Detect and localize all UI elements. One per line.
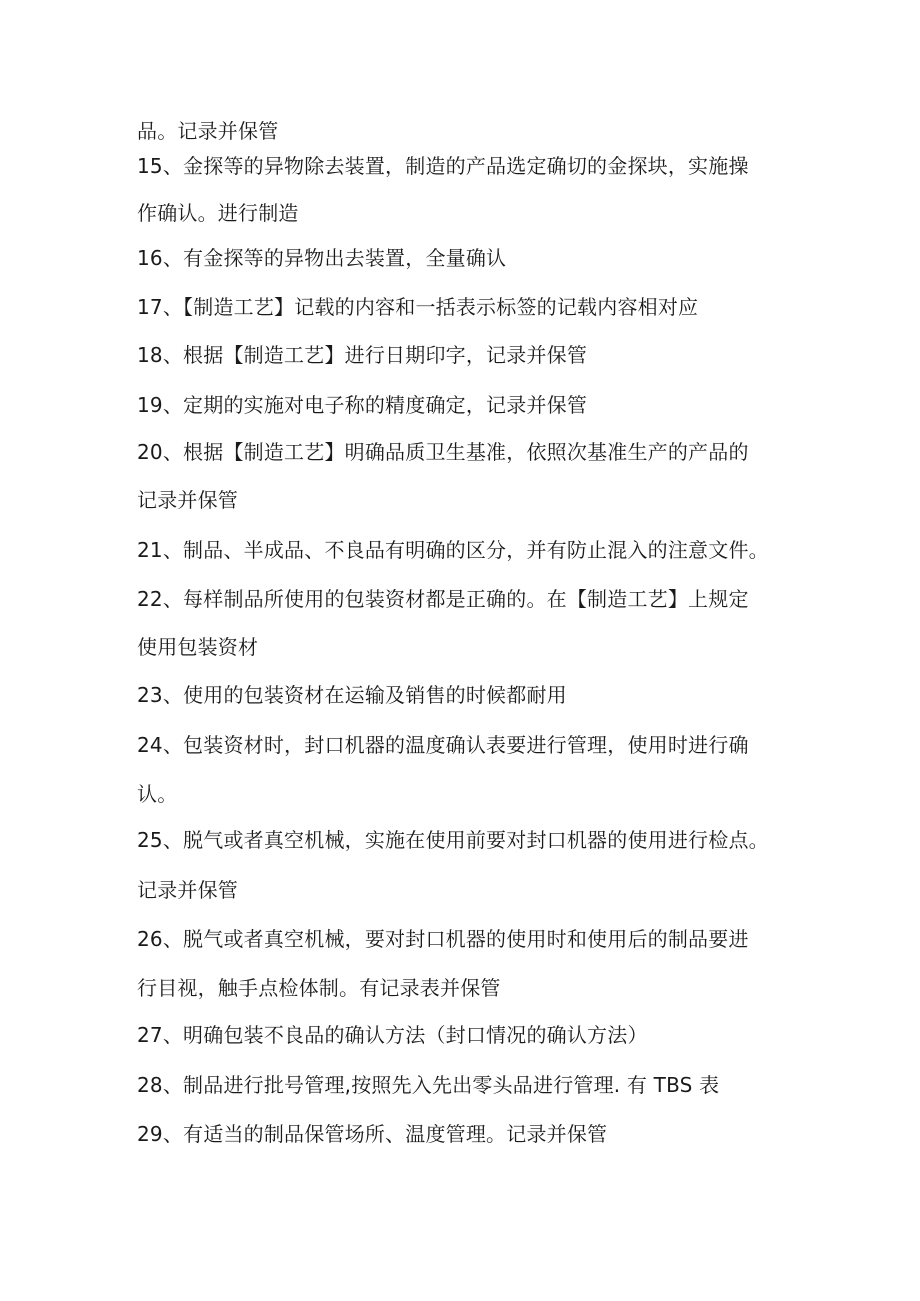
item-25-line-1: 25、脱气或者真空机械，实施在使用前要对封口机器的使用进行检点。	[137, 828, 769, 852]
item-25-line-2: 记录并保管	[137, 878, 238, 902]
item-23: 23、使用的包装资材在运输及销售的时候都耐用	[137, 683, 567, 707]
item-24-line-1: 24、包装资材时，封口机器的温度确认表要进行管理，使用时进行确	[137, 733, 749, 757]
item-28: 28、制品进行批号管理,按照先入先出零头品进行管理. 有 TBS 表	[137, 1073, 720, 1097]
item-17: 17、【制造工艺】记载的内容和一括表示标签的记载内容相对应	[137, 295, 699, 319]
text-line-continuation: 品。记录并保管	[137, 119, 279, 143]
item-16: 16、有金探等的异物出去装置，全量确认	[137, 246, 507, 270]
item-20-line-1: 20、根据【制造工艺】明确品质卫生基准，依照次基准生产的产品的	[137, 440, 749, 464]
item-19: 19、定期的实施对电子称的精度确定，记录并保管	[137, 393, 588, 417]
item-21: 21、制品、半成品、不良品有明确的区分，并有防止混入的注意文件。	[137, 538, 769, 562]
item-26-line-1: 26、脱气或者真空机械，要对封口机器的使用时和使用后的制品要进	[137, 927, 749, 951]
item-18: 18、根据【制造工艺】进行日期印字，记录并保管	[137, 343, 588, 367]
item-15-line-1: 15、金探等的异物除去装置，制造的产品选定确切的金探块，实施操	[137, 154, 749, 178]
item-20-line-2: 记录并保管	[137, 488, 238, 512]
item-27: 27、明确包装不良品的确认方法（封口情况的确认方法）	[137, 1023, 648, 1047]
item-15-line-2: 作确认。进行制造	[137, 201, 299, 225]
item-29: 29、有适当的制品保管场所、温度管理。记录并保管	[137, 1122, 608, 1146]
item-24-line-2: 认。	[137, 782, 178, 806]
item-22-line-2: 使用包装资材	[137, 635, 259, 659]
item-26-line-2: 行目视，触手点检体制。有记录表并保管	[137, 976, 501, 1000]
item-22-line-1: 22、每样制品所使用的包装资材都是正确的。在【制造工艺】上规定	[137, 587, 749, 611]
